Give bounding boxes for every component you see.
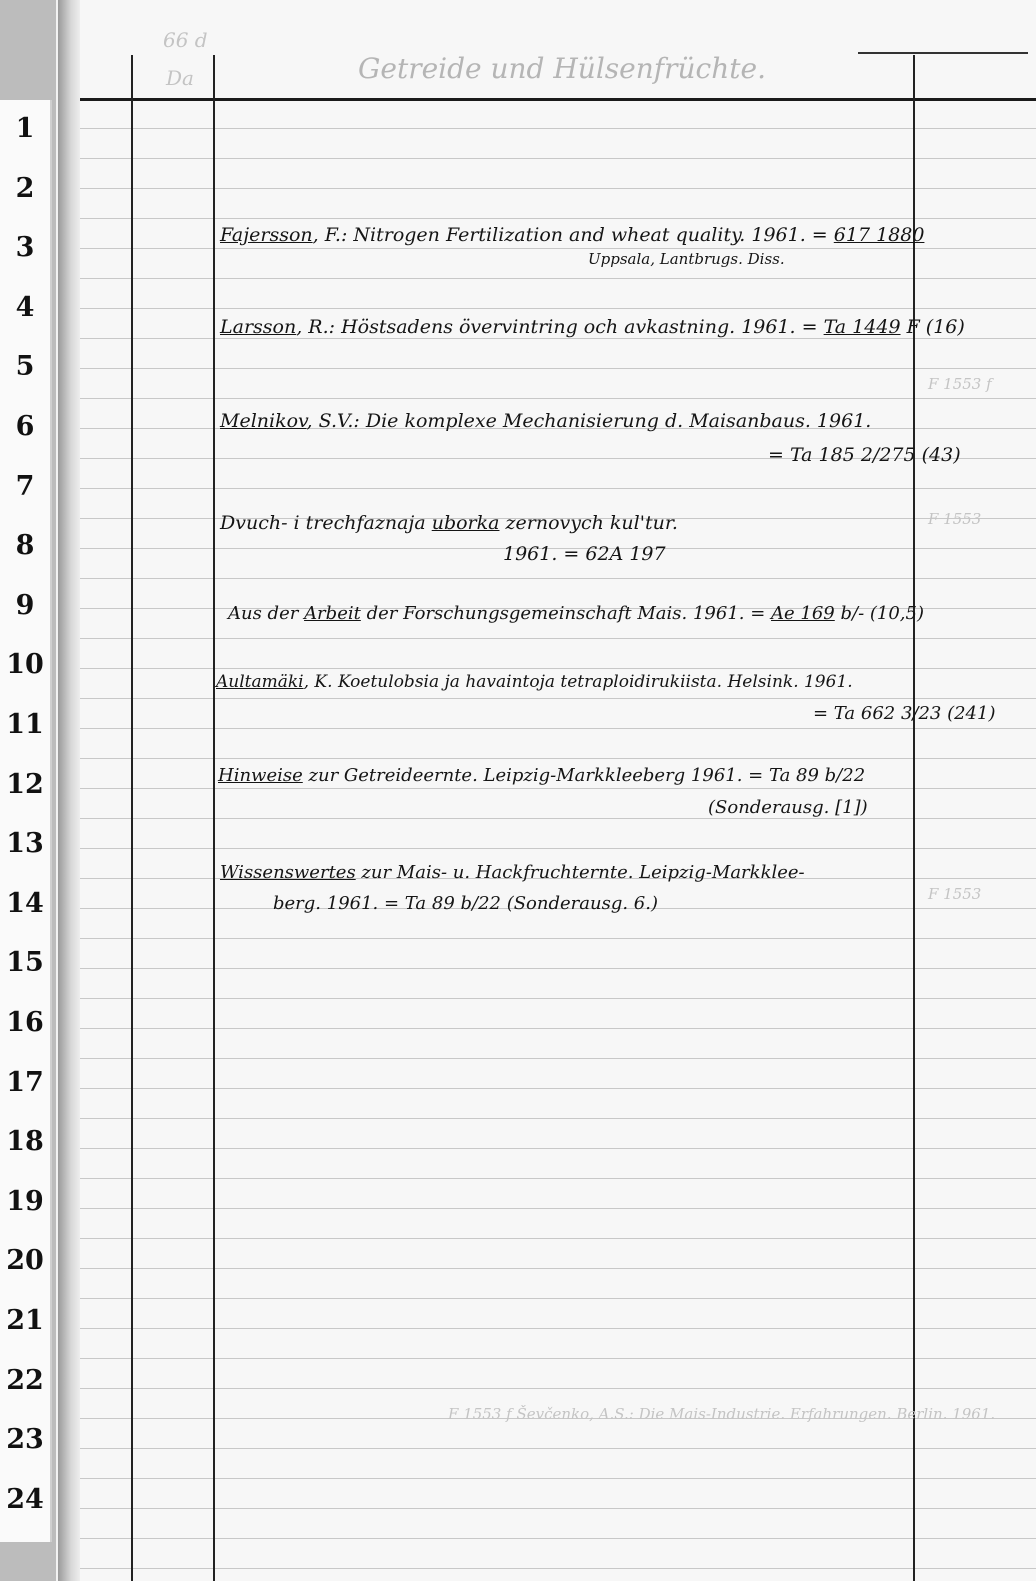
entry-text: , K. Koetulobsia ja havaintoja tetraploidirukiista. Helsink. 1961. [303, 672, 853, 692]
entry-3-line-1 [220, 410, 871, 432]
entry-8-line-2: berg. 1961. = Ta 89 b/22 (Sonderausg. 6.) [273, 893, 658, 914]
ruled-line [80, 218, 1036, 219]
ruled-line [80, 488, 1036, 489]
entry-author: Larsson [220, 316, 297, 338]
line-number: 12 [6, 768, 44, 800]
line-number: 8 [15, 530, 35, 562]
line-number: 16 [6, 1007, 44, 1038]
faint-mark-2: F 1553 [928, 510, 982, 528]
ruled-line [80, 1508, 1036, 1509]
entry-text: , R.: Höstsadens övervintring och avkastning. 1961. = [296, 316, 824, 338]
ruled-line [80, 128, 1036, 129]
entry-3-line-2: = Ta 185 2/275 (43) [768, 444, 961, 466]
line-number: 6 [15, 411, 35, 442]
ruled-line [80, 1298, 1036, 1299]
entry-text: Dvuch- i trechfaznaja [220, 512, 432, 534]
ruled-line [80, 398, 1036, 399]
ruled-line [80, 1358, 1036, 1359]
ruled-line [80, 758, 1036, 759]
entry-underlined-word: uborka [431, 512, 500, 534]
entry-7-line-1 [218, 765, 865, 786]
ruled-line [80, 1058, 1036, 1059]
ruled-line [80, 848, 1036, 849]
entry-text: zur Mais- u. Hackfruchternte. Leipzig-Markklee- [355, 862, 805, 883]
entry-7-line-2: (Sonderausg. [1]) [708, 797, 868, 818]
line-number: 7 [15, 470, 35, 502]
header-rule [80, 98, 1036, 101]
ruled-line [80, 1388, 1036, 1389]
ruled-line [80, 1118, 1036, 1119]
line-number: 2 [15, 172, 35, 204]
corner-mark: 66 d [163, 28, 208, 52]
entry-author: Wissenswertes [220, 862, 356, 883]
ruled-line [80, 1568, 1036, 1569]
entry-text-2: zernovych kul'tur. [499, 512, 678, 534]
ruled-line [80, 308, 1036, 309]
line-number: 9 [15, 589, 35, 621]
entry-1-line-2: Uppsala, Lantbrugs. Diss. [588, 250, 785, 268]
ruled-line [80, 818, 1036, 819]
entry-text: , F.: Nitrogen Fertilization and wheat quality. 1961. = [312, 224, 834, 246]
ruled-line [80, 1208, 1036, 1209]
entry-author: Hinweise [218, 765, 303, 786]
line-number: 19 [6, 1185, 44, 1217]
line-number: 21 [6, 1305, 44, 1336]
ruled-line [80, 338, 1036, 339]
entry-2-line-1 [220, 316, 965, 338]
entry-underlined-word: Arbeit [304, 603, 361, 624]
entry-4-line-2: 1961. = 62A 197 [503, 543, 666, 565]
entry-call-number: 617 1880 [833, 224, 925, 246]
entry-author: Aultamäki [216, 672, 304, 692]
ruled-line [80, 1538, 1036, 1539]
ruled-line [80, 278, 1036, 279]
line-number: 17 [6, 1066, 44, 1098]
ruled-line [80, 188, 1036, 189]
line-number: 18 [6, 1126, 44, 1158]
line-number: 1 [15, 113, 35, 144]
ruled-line [80, 1268, 1036, 1269]
ruled-line [80, 1238, 1036, 1239]
ruled-line [80, 1088, 1036, 1089]
entry-text-2: der Forschungsgemeinschaft Mais. 1961. = [360, 603, 772, 624]
entry-5-line-1 [228, 603, 924, 624]
faint-mark-1: F 1553 f [928, 375, 992, 393]
faint-mark-4: F 1553 f Ševčenko, A.S.: Die Mais-Industrie. Erfahrungen. Berlin. 1961. [448, 1405, 996, 1423]
ruled-line [80, 968, 1036, 969]
ruled-line [80, 1028, 1036, 1029]
page-title: Getreide und Hülsenfrüchte. [358, 52, 766, 85]
line-number: 23 [6, 1424, 44, 1456]
entry-call-number: Ae 169 [771, 603, 835, 624]
ruled-line [80, 1448, 1036, 1449]
entry-text: , S.V.: Die komplexe Mechanisierung d. Maisanbaus. 1961. [306, 410, 872, 432]
ruled-line [80, 1478, 1036, 1479]
entry-author: Melnikov [220, 410, 307, 432]
entry-4-line-1 [220, 512, 678, 534]
entry-6-line-1 [216, 672, 853, 692]
line-number: 14 [6, 887, 44, 919]
ruled-line [80, 698, 1036, 699]
entry-text: Aus der [228, 603, 305, 624]
line-number: 5 [15, 351, 35, 383]
line-number: 24 [6, 1483, 44, 1515]
line-number: 20 [6, 1245, 44, 1277]
entry-1-line-1 [220, 224, 924, 246]
ruled-line [80, 248, 1036, 249]
ruled-line [80, 1148, 1036, 1149]
faint-mark-3: F 1553 [928, 885, 982, 903]
ruled-line [80, 368, 1036, 369]
column-line-3 [913, 55, 915, 1581]
ruled-line [80, 578, 1036, 579]
ruled-line [80, 938, 1036, 939]
line-number: 4 [15, 291, 35, 323]
entry-suffix: b/- (10,5) [834, 603, 925, 624]
entry-6-line-2: = Ta 662 3/23 (241) [813, 703, 996, 724]
ruled-line [80, 998, 1036, 999]
line-number: 22 [6, 1364, 44, 1396]
ruled-line [80, 728, 1036, 729]
corner-mark-2: Da [166, 66, 194, 90]
entry-8-line-1 [220, 862, 805, 883]
ruled-line [80, 1328, 1036, 1329]
ruled-line [80, 668, 1036, 669]
entry-author: Fajersson [220, 224, 313, 246]
ruled-line [80, 158, 1036, 159]
line-number: 13 [6, 828, 44, 860]
ruled-line [80, 638, 1036, 639]
line-number: 15 [6, 947, 44, 979]
header-short-rule [858, 52, 1028, 54]
ledger-page [58, 0, 1036, 1581]
ruled-line [80, 788, 1036, 789]
column-line-1 [131, 55, 133, 1581]
entry-suffix: F (16) [900, 316, 965, 338]
entry-call-number: Ta 1449 [823, 316, 901, 338]
entry-text: zur Getreideernte. Leipzig-Markkleeberg 1961. = Ta 89 b/22 [302, 765, 866, 786]
line-number: 10 [6, 649, 44, 681]
page-binding [58, 0, 80, 1581]
line-number: 11 [6, 709, 44, 740]
ruled-line [80, 1178, 1036, 1179]
line-number: 3 [15, 232, 35, 264]
column-line-2 [213, 55, 215, 1581]
